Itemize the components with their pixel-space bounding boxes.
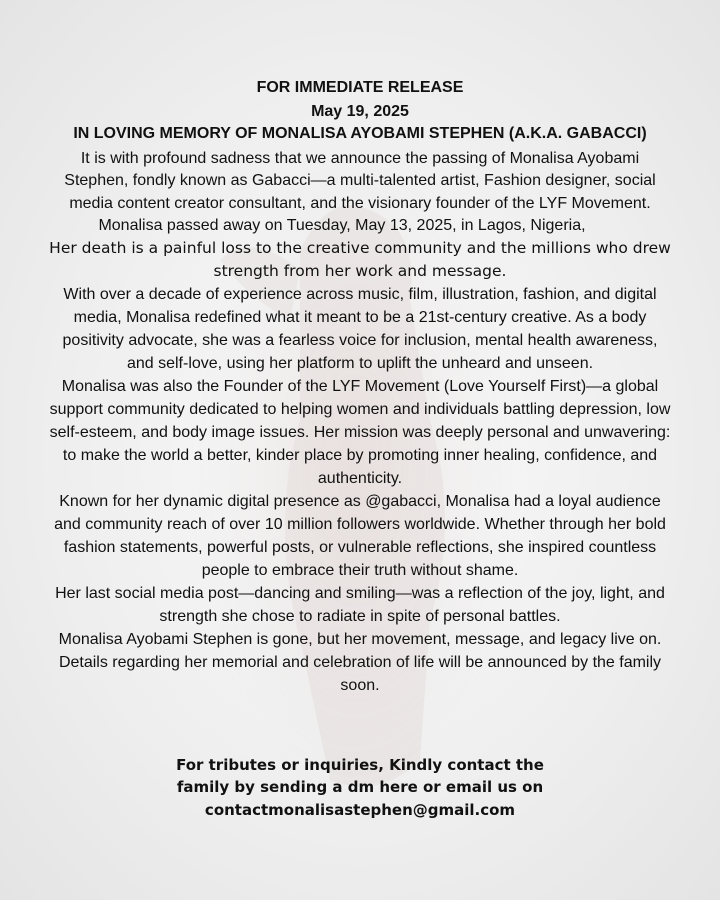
paragraph-line: With over a decade of experience across music, film, illustration, fashion, and digital (63, 286, 657, 303)
paragraph-line: fashion statements, powerful posts, or vulnerable reflections, she inspired countless (63, 539, 657, 556)
paragraph-line: and community reach of over 10 million followers worldwide. Whether through her bold (54, 516, 666, 533)
paragraph-line: Her death is a painful loss to the creative community and the millions who drew (49, 239, 671, 257)
paragraph-line: authenticity. (317, 470, 403, 487)
paragraph-line: media content creator consultant, and the visionary founder of the LYF Movement. (69, 195, 651, 212)
paragraph-line: to make the world a better, kinder place by promoting inner healing, confidence, and (62, 447, 658, 464)
release-date: May 19, 2025 (311, 103, 409, 120)
paragraph-line: and self-love, using her platform to uplift the unheard and unseen. (126, 355, 594, 372)
paragraph-line: people to embrace their truth without shame. (201, 562, 519, 579)
release-label: FOR IMMEDIATE RELEASE (256, 79, 464, 96)
paragraph-line: Details regarding her memorial and celebration of life will be announced by the family (58, 654, 662, 671)
paragraph-line: Known for her dynamic digital presence as @gabacci, Monalisa had a loyal audience (59, 493, 661, 510)
paragraph-line: Monalisa was also the Founder of the LYF Movement (Love Yourself First)—a global (61, 378, 659, 395)
contact-line: For tributes or inquiries, Kindly contact the (176, 756, 544, 774)
paragraph-line: Her last social media post—dancing and smiling—was a reflection of the joy, light, and (55, 585, 665, 602)
paragraph-line: Stephen, fondly known as Gabacci—a multi-talented artist, Fashion designer, social (64, 172, 656, 189)
paragraph-line: Monalisa passed away on Tuesday, May 13, 2025, in Lagos, Nigeria, (98, 217, 586, 234)
paragraph-line: self-esteem, and body image issues. Her mission was deeply personal and unwavering: (49, 424, 671, 441)
contact-line: family by sending a dm here or email us on (176, 778, 544, 796)
contact-email: contactmonalisastephen@gmail.com (204, 801, 516, 819)
paragraph-line: positivity advocate, she was a fearless voice for inclusion, mental health awareness, (62, 332, 658, 349)
paragraph-line: strength she chose to radiate in spite of personal battles. (159, 608, 561, 625)
paragraph-line: Monalisa Ayobami Stephen is gone, but her movement, message, and legacy live on. (58, 631, 662, 648)
paragraph-line: support community dedicated to helping women and individuals battling depression, low (49, 401, 671, 418)
paragraph-line: media, Monalisa redefined what it meant to be a 21st-century creative. As a body (73, 309, 647, 326)
paragraph-line: soon. (340, 677, 380, 694)
page-title: IN LOVING MEMORY OF MONALISA AYOBAMI STEPHEN (A.K.A. GABACCI) (73, 125, 647, 142)
paragraph-line: It is with profound sadness that we announce the passing of Monalisa Ayobami (80, 150, 640, 167)
paragraph-line: strength from her work and message. (213, 262, 507, 280)
